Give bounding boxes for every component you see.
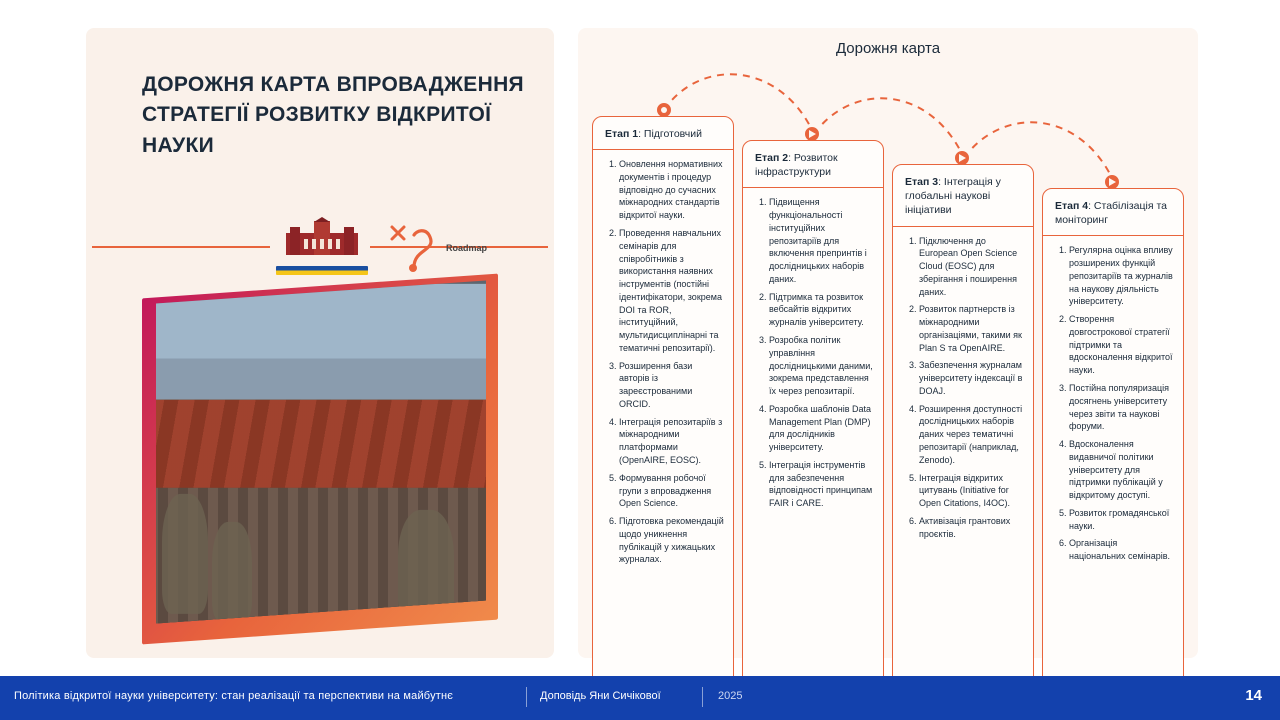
stage-item: 6. Підготовка рекомендацій щодо уникнення публікацій у хижацьких журналах.: [619, 515, 724, 566]
photo-tree: [162, 494, 208, 614]
stage-card-4[interactable]: [1042, 188, 1184, 704]
photo-image: [156, 280, 486, 623]
stage-item: 4. Інтеграція репозитаріїв з міжнародними платформами (OpenAIRE, EOSC).: [619, 416, 724, 467]
logo-building-icon: [284, 217, 360, 257]
stage-item: 6. Організація національних семінарів.: [1069, 537, 1174, 563]
roadmap-label: Roadmap: [446, 243, 488, 253]
stage-header-4: [1043, 189, 1183, 233]
page-number: 14: [1245, 687, 1262, 704]
stage-number-1: Етап 1: [605, 128, 639, 140]
stage-item: 1. Підвищення функціональності інституційних репозитаріїв для включення препринтів і дослідницьких наборів даних.: [769, 196, 874, 285]
stage-item: 3. Забезпечення журналам університету індексації в DOAJ.: [919, 359, 1024, 397]
photo-image-content: [156, 284, 486, 624]
stage-number-4: Етап 4: [1055, 200, 1089, 212]
footer-title: Політика відкритої науки університету: стан реалізації та перспективи на майбутнє: [14, 690, 454, 702]
stage-body-3: [893, 227, 1033, 556]
stage-item: 2. Створення довгострокової стратегії підтримки та вдосконалення відкритої науки.: [1069, 313, 1174, 377]
stage-name-4: : Стабілізація та моніторинг: [1055, 200, 1167, 227]
stage-body-4: [1043, 236, 1183, 578]
stage-item: 5. Розвиток громадянської науки.: [1069, 507, 1174, 533]
slide-title: ДОРОЖНЯ КАРТА ВПРОВАДЖЕННЯ СТРАТЕГІЇ РОЗВИТКУ ВІДКРИТОЇ НАУКИ: [142, 73, 524, 157]
photo-tree: [212, 522, 252, 622]
stage-item: 3. Постійна популяризація досягнень університету через звіти та наукові форуми.: [1069, 382, 1174, 433]
stage-card-2[interactable]: [742, 140, 884, 704]
footer-separator: [702, 687, 703, 707]
stage-header-3: [893, 165, 1033, 224]
stage-item: 1. Оновлення нормативних документів і процедур відповідно до сучасних міжнародних стандартів відкритої науки.: [619, 158, 724, 222]
roadmap-heading: Дорожня карта: [835, 40, 941, 57]
stage-item: 4. Розширення доступності дослідницьких наборів даних через тематичні репозитарії (наприклад, Zenodo).: [919, 403, 1024, 467]
stage-header-2: [743, 141, 883, 185]
footer-year: 2025: [718, 690, 743, 702]
stage-item: 5. Інтеграція відкритих цитувань (Initiative for Open Citations, I4OC).: [919, 472, 1024, 510]
stages-area: [578, 68, 1198, 658]
stage-item: 5. Інтеграція інструментів для забезпечення відповідності принципам FAIR і CARE.: [769, 459, 874, 510]
stage-name-1: : Підготовчий: [638, 128, 702, 140]
photo-roofs: [156, 399, 486, 501]
stage-item: 2. Проведення навчальних семінарів для співробітників з використання наявних інструментів (постійні ідентифікатори, зокрема DOI та ROR, інституційний, мультидисциплінарні та тематичні репозитарії).: [619, 227, 724, 355]
stage-item: 5. Формування робочої групи з впровадження Open Science.: [619, 472, 724, 510]
stage-item: 1. Підключення до European Open Science Cloud (EOSC) для зберігання і поширення даних.: [919, 235, 1024, 299]
stage-body-1: [593, 150, 733, 581]
stage-item: 4. Розробка шаблонів Data Management Plan (DMP) для дослідників університету.: [769, 403, 874, 454]
stage-item: 2. Підтримка та розвиток вебсайтів відкритих журналів університету.: [769, 291, 874, 329]
stage-header-1: [593, 117, 733, 147]
stage-number-3: Етап 3: [905, 176, 939, 188]
stage-name-3: : Інтеграція у глобальні наукові ініціативи: [905, 176, 1001, 217]
stage-number-2: Етап 2: [755, 152, 789, 164]
stage-item: 2. Розвиток партнерств із міжнародними організаціями, такими як Plan S та OpenAIRE.: [919, 303, 1024, 354]
divider-line-left: [92, 246, 270, 248]
stage-name-2: : Розвиток інфраструктури: [755, 152, 838, 179]
stage-item: 4. Вдосконалення видавничої політики університету для підтримки публікацій у відкритому доступі.: [1069, 438, 1174, 502]
stage-card-1[interactable]: [592, 116, 734, 704]
stage-item: 6. Активізація грантових проєктів.: [919, 515, 1024, 541]
footer-author: Доповідь Яни Сичікової: [540, 690, 661, 702]
stage-item: 1. Регулярна оцінка впливу розширених функцій репозитаріїв та журналів на наукову діяльність університету.: [1069, 244, 1174, 308]
stage-card-3[interactable]: [892, 164, 1034, 704]
stage-item: 3. Розширення бази авторів із зареєстрованими ORCID.: [619, 360, 724, 411]
stage-body-2: [743, 188, 883, 525]
slide-footer: [0, 676, 1280, 720]
right-panel: [578, 28, 1198, 658]
stage-item: 3. Розробка політик управління дослідницькими даними, зокрема представлення їх через репозитарії.: [769, 334, 874, 398]
left-panel: [86, 28, 554, 658]
footer-separator: [526, 687, 527, 707]
university-building-photo: [142, 258, 498, 636]
